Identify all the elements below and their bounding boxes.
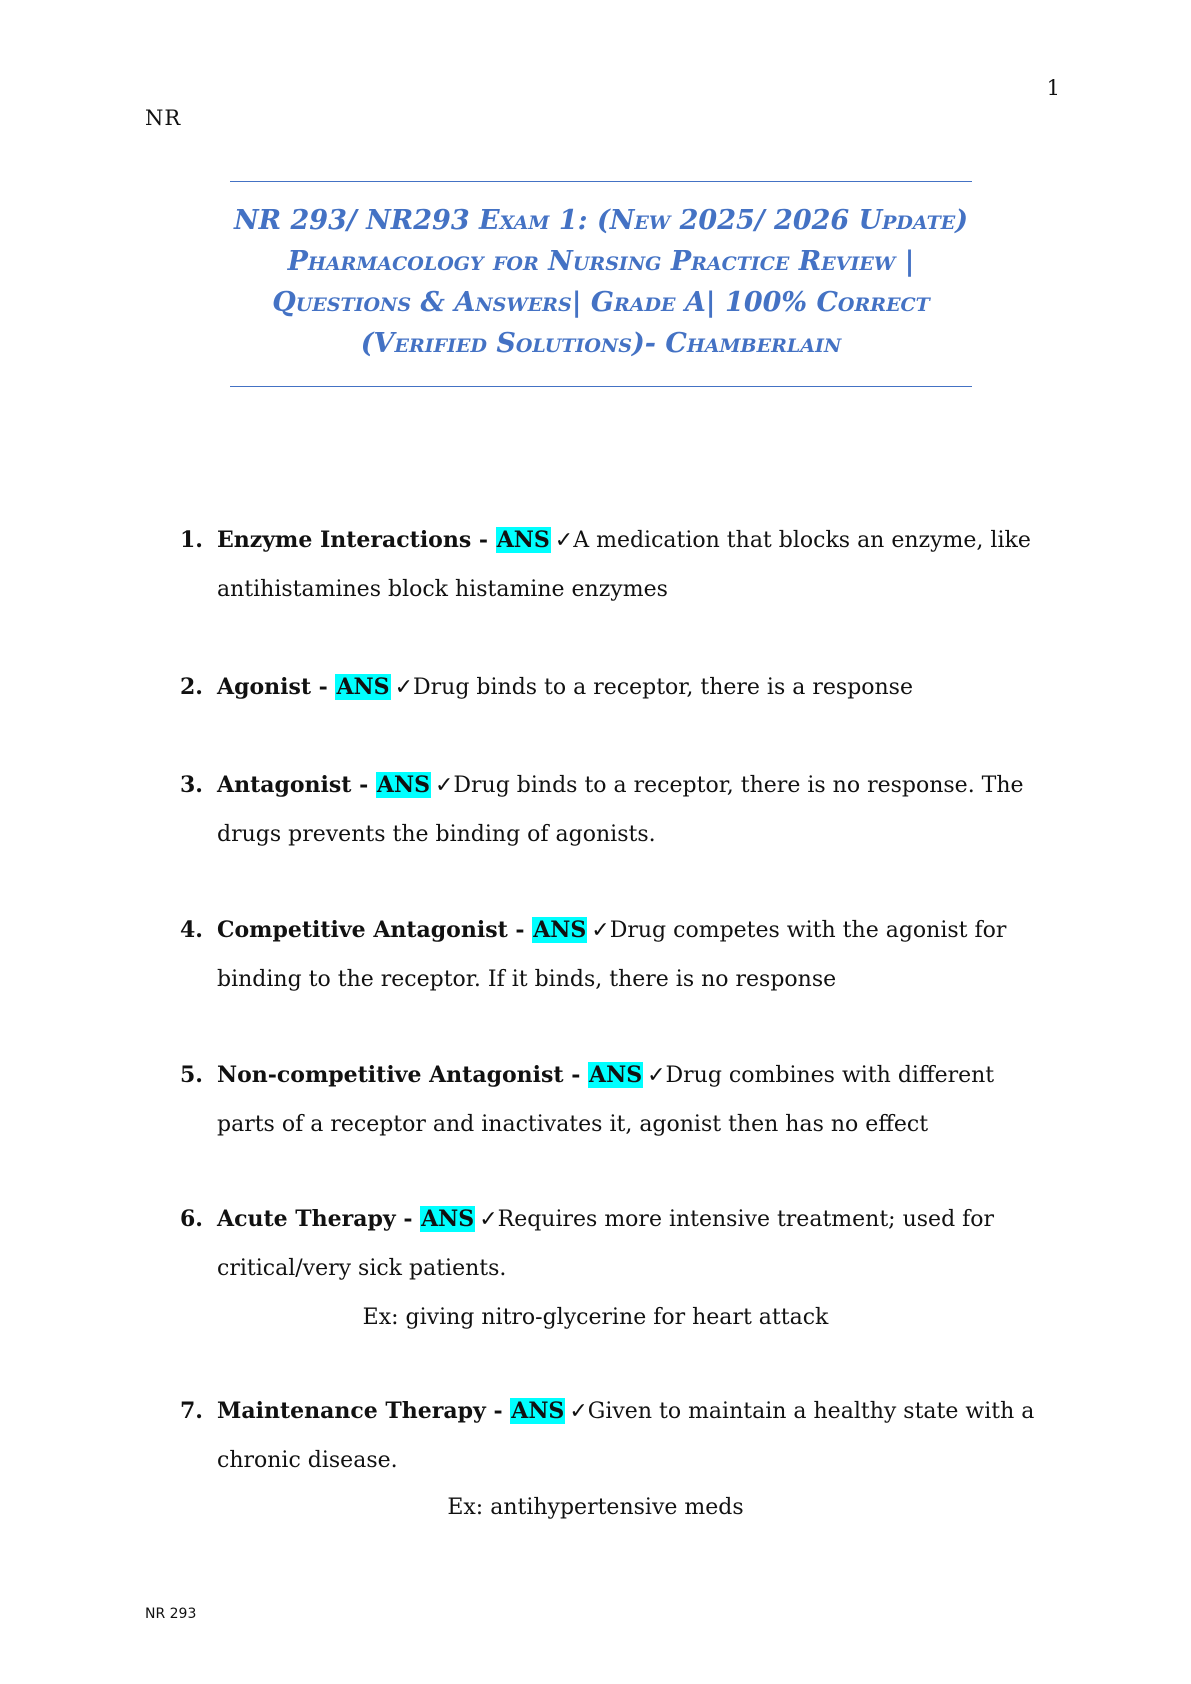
item-text	[217, 906, 1047, 1004]
check-icon: ✓	[591, 918, 610, 943]
title-rule-bottom	[230, 386, 972, 387]
ans-tag: ANS	[376, 772, 430, 798]
check-icon: ✓	[394, 675, 413, 700]
item-answer: Drug binds to a receptor, there is a response	[413, 675, 913, 700]
ans-tag: ANS	[589, 1062, 643, 1088]
item-term: Non-competitive Antagonist -	[217, 1062, 589, 1088]
item-answer: A medication that blocks an enzyme, like antihistamines block histamine enzymes	[217, 528, 1031, 602]
item-number: 6.	[180, 1206, 203, 1232]
item-answer: Drug competes with the agonist for binding to the receptor. If it binds, there is no response	[217, 918, 1007, 992]
item-text	[217, 1051, 1047, 1149]
item-term: Enzyme Interactions -	[217, 527, 496, 553]
item-number: 1.	[180, 527, 203, 553]
item-number: 7.	[180, 1398, 203, 1424]
ans-tag: ANS	[421, 1206, 475, 1232]
ans-tag: ANS	[511, 1398, 565, 1424]
check-icon: ✓	[434, 773, 454, 798]
check-icon: ✓	[569, 1399, 588, 1424]
check-icon: ✓	[479, 1207, 498, 1232]
item-number: 2.	[180, 674, 203, 700]
item-text	[217, 1195, 1047, 1293]
item-answer: Given to maintain a healthy state with a chronic disease.	[217, 1399, 1035, 1473]
check-icon: ✓	[647, 1063, 666, 1088]
ans-tag: ANS	[336, 674, 390, 700]
item-example: Ex: antihypertensive meds	[447, 1495, 744, 1520]
item-text	[217, 1387, 1047, 1485]
item-text	[217, 761, 1047, 859]
title-line: (Verified Solutions)- Chamberlain	[360, 328, 842, 359]
item-answer: Drug combines with different parts of a receptor and inactivates it, agonist then has no effect	[217, 1063, 995, 1137]
item-answer: Requires more intensive treatment; used for critical/very sick patients.	[217, 1207, 995, 1281]
item-term: Maintenance Therapy -	[217, 1398, 511, 1424]
check-icon: ✓	[554, 528, 574, 553]
item-term: Agonist -	[217, 674, 336, 700]
title-line: Questions & Answers| Grade A| 100% Correct	[272, 287, 930, 318]
item-term: Competitive Antagonist -	[217, 917, 533, 943]
ans-tag: ANS	[496, 527, 550, 553]
title-line: NR 293/ NR293 Exam 1: (New 2025/ 2026 Update)	[233, 205, 969, 236]
item-term: Acute Therapy -	[217, 1206, 421, 1232]
document-title	[210, 200, 992, 364]
item-text	[217, 663, 1047, 712]
item-number: 4.	[180, 917, 203, 943]
running-header: NR	[145, 106, 182, 130]
title-line: Pharmacology for Nursing Practice Review |	[287, 246, 915, 277]
title-rule-top	[230, 181, 972, 182]
ans-tag: ANS	[533, 917, 587, 943]
item-term: Antagonist -	[217, 772, 376, 798]
item-number: 3.	[180, 772, 203, 798]
item-text	[217, 516, 1047, 614]
item-example: Ex: giving nitro-glycerine for heart attack	[362, 1305, 829, 1330]
footer-text: NR 293	[145, 1606, 197, 1622]
page-number: 1	[1046, 76, 1060, 100]
item-number: 5.	[180, 1062, 203, 1088]
item-answer: Drug binds to a receptor, there is no response. The drugs prevents the binding of agonists.	[217, 773, 1024, 847]
